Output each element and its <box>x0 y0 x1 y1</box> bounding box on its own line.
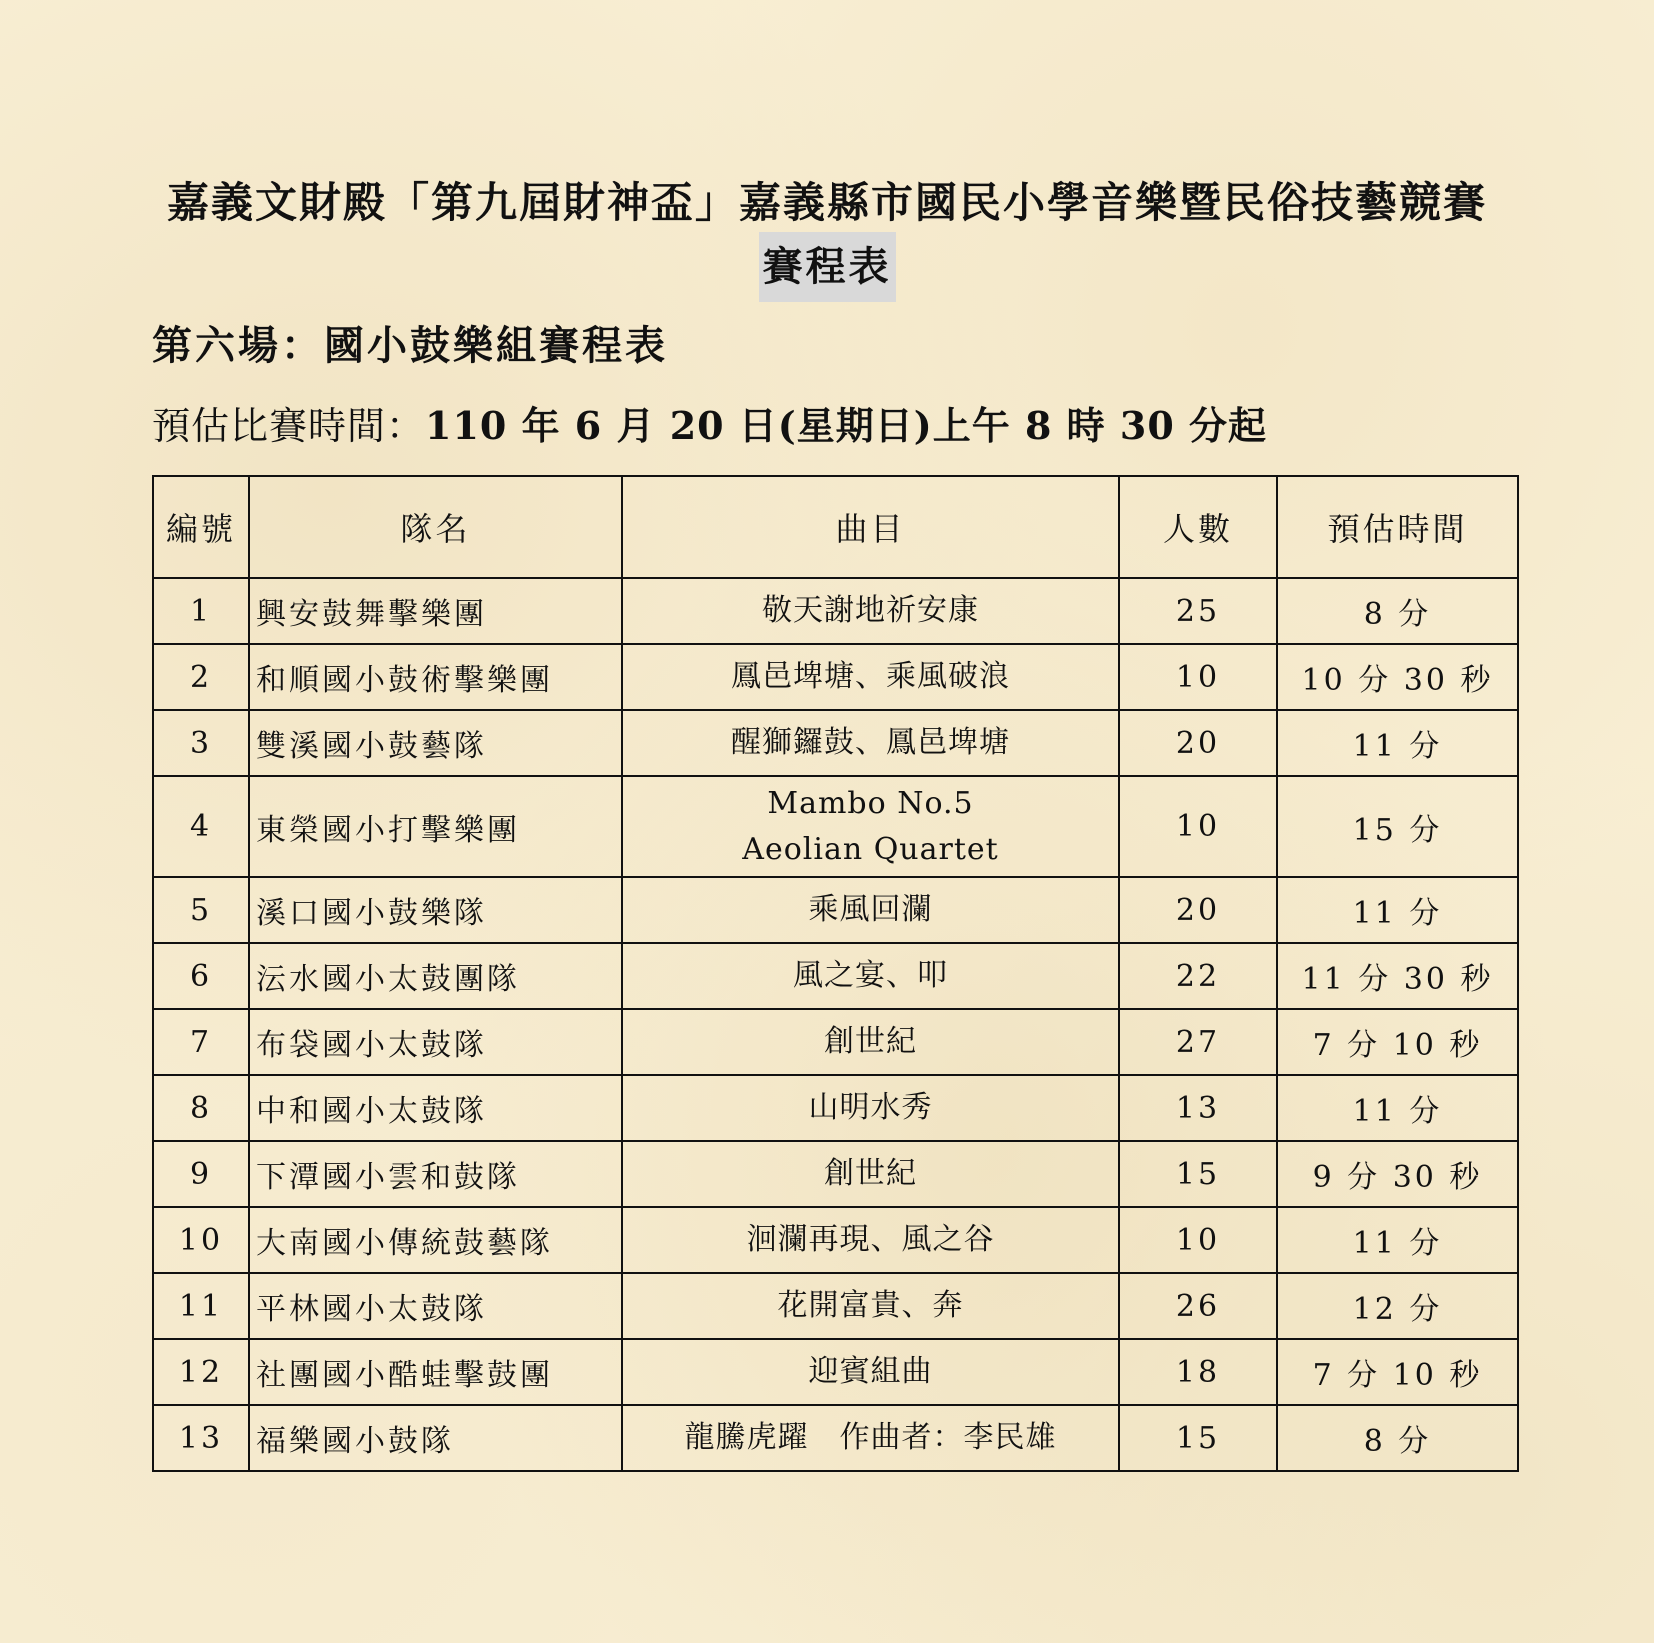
cell-song <box>622 1075 1119 1141</box>
table-row <box>153 578 1518 644</box>
cell-song <box>622 644 1119 710</box>
header-song: 曲目 <box>622 476 1119 578</box>
song-line: 敬天謝地祈安康 <box>762 593 979 628</box>
cell-number: 6 <box>153 943 249 1009</box>
song-line: 醒獅鑼鼓、鳳邑埤塘 <box>731 725 1010 760</box>
cell-estimated-time: 10 分 30 秒 <box>1277 644 1518 710</box>
cell-estimated-time: 7 分 10 秒 <box>1277 1339 1518 1405</box>
cell-member-count: 10 <box>1119 1207 1277 1273</box>
table-row <box>153 710 1518 776</box>
cell-number: 13 <box>153 1405 249 1471</box>
estimated-time-line <box>152 398 1267 454</box>
cell-estimated-time: 15 分 <box>1277 776 1518 877</box>
cell-member-count: 20 <box>1119 710 1277 776</box>
cell-member-count: 22 <box>1119 943 1277 1009</box>
cell-number: 9 <box>153 1141 249 1207</box>
cell-estimated-time: 11 分 <box>1277 1075 1518 1141</box>
cell-team-name: 和順國小鼓術擊樂團 <box>249 644 622 710</box>
song-line: 龍騰虎躍 作曲者：李民雄 <box>684 1420 1057 1455</box>
cell-song <box>622 1273 1119 1339</box>
song-line: Aeolian Quartet <box>742 831 999 867</box>
cell-estimated-time: 8 分 <box>1277 1405 1518 1471</box>
table-row <box>153 644 1518 710</box>
cell-team-name: 下潭國小雲和鼓隊 <box>249 1141 622 1207</box>
header-estimated-time: 預估時間 <box>1277 476 1518 578</box>
cell-number: 3 <box>153 710 249 776</box>
cell-estimated-time: 11 分 <box>1277 877 1518 943</box>
cell-song <box>622 1207 1119 1273</box>
cell-team-name: 福樂國小鼓隊 <box>249 1405 622 1471</box>
cell-number: 12 <box>153 1339 249 1405</box>
table-row <box>153 1141 1518 1207</box>
cell-song <box>622 1405 1119 1471</box>
table-row <box>153 776 1518 877</box>
cell-member-count: 26 <box>1119 1273 1277 1339</box>
song-line: 乘風回瀾 <box>808 892 933 927</box>
cell-member-count: 15 <box>1119 1141 1277 1207</box>
cell-estimated-time: 9 分 30 秒 <box>1277 1141 1518 1207</box>
table-row <box>153 1273 1518 1339</box>
cell-member-count: 15 <box>1119 1405 1277 1471</box>
cell-song <box>622 877 1119 943</box>
cell-team-name: 興安鼓舞擊樂團 <box>249 578 622 644</box>
song-line: 迎賓組曲 <box>808 1354 933 1389</box>
table-row <box>153 1339 1518 1405</box>
cell-song <box>622 710 1119 776</box>
cell-estimated-time: 8 分 <box>1277 578 1518 644</box>
song-line: 創世紀 <box>824 1156 917 1191</box>
cell-team-name: 布袋國小太鼓隊 <box>249 1009 622 1075</box>
cell-member-count: 10 <box>1119 644 1277 710</box>
table-header-row <box>153 476 1518 578</box>
table-row <box>153 877 1518 943</box>
cell-estimated-time: 11 分 30 秒 <box>1277 943 1518 1009</box>
table-row <box>153 1405 1518 1471</box>
schedule-table <box>152 475 1519 1472</box>
estimated-time-label: 預估比賽時間： <box>152 404 426 448</box>
cell-team-name: 東榮國小打擊樂團 <box>249 776 622 877</box>
cell-number: 10 <box>153 1207 249 1273</box>
document-subtitle: 賽程表 <box>759 232 896 302</box>
song-line: 山明水秀 <box>808 1090 933 1125</box>
song-line: 鳳邑埤塘、乘風破浪 <box>731 659 1010 694</box>
cell-team-name: 社團國小酷蛙擊鼓團 <box>249 1339 622 1405</box>
table-row <box>153 943 1518 1009</box>
cell-member-count: 10 <box>1119 776 1277 877</box>
cell-member-count: 27 <box>1119 1009 1277 1075</box>
cell-number: 7 <box>153 1009 249 1075</box>
subtitle-wrap <box>0 232 1654 302</box>
cell-song <box>622 1009 1119 1075</box>
cell-member-count: 20 <box>1119 877 1277 943</box>
song-line: Mambo No.5 <box>767 785 974 821</box>
cell-team-name: 中和國小太鼓隊 <box>249 1075 622 1141</box>
cell-team-name: 平林國小太鼓隊 <box>249 1273 622 1339</box>
document-title: 嘉義文財殿「第九屆財神盃」嘉義縣市國民小學音樂暨民俗技藝競賽 <box>166 178 1487 227</box>
cell-song <box>622 943 1119 1009</box>
cell-number: 2 <box>153 644 249 710</box>
table-row <box>153 1009 1518 1075</box>
cell-estimated-time: 11 分 <box>1277 710 1518 776</box>
song-line: 花開富貴、奔 <box>777 1288 964 1323</box>
cell-song <box>622 776 1119 877</box>
cell-number: 1 <box>153 578 249 644</box>
cell-member-count: 13 <box>1119 1075 1277 1141</box>
section-title: 第六場：國小鼓樂組賽程表 <box>152 323 668 369</box>
cell-number: 4 <box>153 776 249 877</box>
cell-team-name: 雙溪國小鼓藝隊 <box>249 710 622 776</box>
table-row <box>153 1207 1518 1273</box>
cell-team-name: 大南國小傳統鼓藝隊 <box>249 1207 622 1273</box>
cell-estimated-time: 7 分 10 秒 <box>1277 1009 1518 1075</box>
song-line: 創世紀 <box>824 1024 917 1059</box>
cell-number: 11 <box>153 1273 249 1339</box>
table-row <box>153 1075 1518 1141</box>
cell-song <box>622 1339 1119 1405</box>
table-body <box>153 578 1518 1471</box>
cell-member-count: 25 <box>1119 578 1277 644</box>
cell-estimated-time: 11 分 <box>1277 1207 1518 1273</box>
cell-team-name: 溪口國小鼓樂隊 <box>249 877 622 943</box>
header-member-count: 人數 <box>1119 476 1277 578</box>
header-team-name: 隊名 <box>249 476 622 578</box>
cell-team-name: 沄水國小太鼓團隊 <box>249 943 622 1009</box>
estimated-time-value: 110 年 6 月 20 日(星期日)上午 8 時 30 分起 <box>425 403 1268 448</box>
cell-song <box>622 1141 1119 1207</box>
cell-number: 5 <box>153 877 249 943</box>
cell-song <box>622 578 1119 644</box>
header-number: 編號 <box>153 476 249 578</box>
cell-number: 8 <box>153 1075 249 1141</box>
song-line: 洄瀾再現、風之谷 <box>746 1222 995 1257</box>
song-line: 風之宴、叩 <box>793 958 948 993</box>
cell-member-count: 18 <box>1119 1339 1277 1405</box>
cell-estimated-time: 12 分 <box>1277 1273 1518 1339</box>
